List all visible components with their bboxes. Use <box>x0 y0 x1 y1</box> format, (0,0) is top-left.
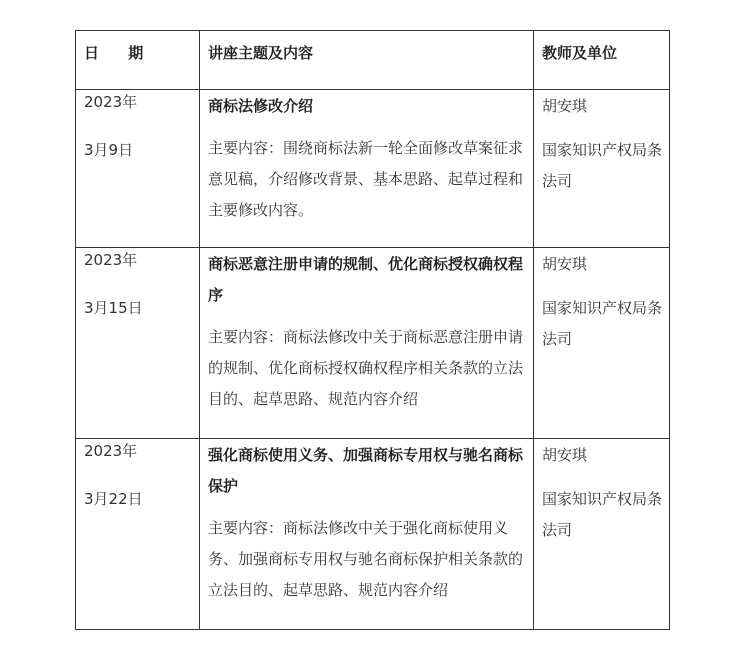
topic-content: 主要内容：商标法修改中关于强化商标使用义务、加强商标专用权与驰名商标保护相关条款的立法目的、起草思路、规范内容介绍 <box>208 519 524 599</box>
teacher-unit: 国家知识产权局条法司 <box>542 141 663 190</box>
topic-cell <box>200 90 534 248</box>
table-row <box>76 90 670 248</box>
table-header-row <box>76 31 670 90</box>
topic-content: 主要内容：围绕商标法新一轮全面修改草案征求意见稿，介绍修改背景、基本思路、起草过程和主要修改内容。 <box>208 139 524 219</box>
date-year: 2023年 <box>84 442 138 460</box>
teacher-cell <box>534 439 670 630</box>
teacher-name: 胡安琪 <box>542 97 588 115</box>
date-day: 3月22日 <box>84 490 143 508</box>
topic-title: 商标恶意注册申请的规制、优化商标授权确权程序 <box>208 255 524 304</box>
schedule-table-wrapper <box>75 30 670 630</box>
date-year: 2023年 <box>84 251 138 269</box>
header-topic: 讲座主题及内容 <box>200 31 534 90</box>
topic-title: 强化商标使用义务、加强商标专用权与驰名商标保护 <box>208 446 524 495</box>
teacher-name: 胡安琪 <box>542 255 588 273</box>
date-year: 2023年 <box>84 93 138 111</box>
lecture-schedule-table <box>75 30 670 630</box>
teacher-cell <box>534 248 670 439</box>
header-teacher: 教师及单位 <box>534 31 670 90</box>
teacher-unit: 国家知识产权局条法司 <box>542 299 663 348</box>
teacher-cell <box>534 90 670 248</box>
table-row <box>76 439 670 630</box>
date-cell <box>76 439 200 630</box>
topic-title: 商标法修改介绍 <box>208 97 314 115</box>
date-cell <box>76 248 200 439</box>
teacher-unit: 国家知识产权局条法司 <box>542 490 663 539</box>
date-day: 3月9日 <box>84 141 134 159</box>
table-row <box>76 248 670 439</box>
topic-cell <box>200 248 534 439</box>
date-cell <box>76 90 200 248</box>
header-date: 日 期 <box>76 31 200 90</box>
topic-cell <box>200 439 534 630</box>
teacher-name: 胡安琪 <box>542 446 588 464</box>
date-day: 3月15日 <box>84 299 143 317</box>
topic-content: 主要内容：商标法修改中关于商标恶意注册申请的规制、优化商标授权确权程序相关条款的立法目的、起草思路、规范内容介绍 <box>208 328 524 408</box>
